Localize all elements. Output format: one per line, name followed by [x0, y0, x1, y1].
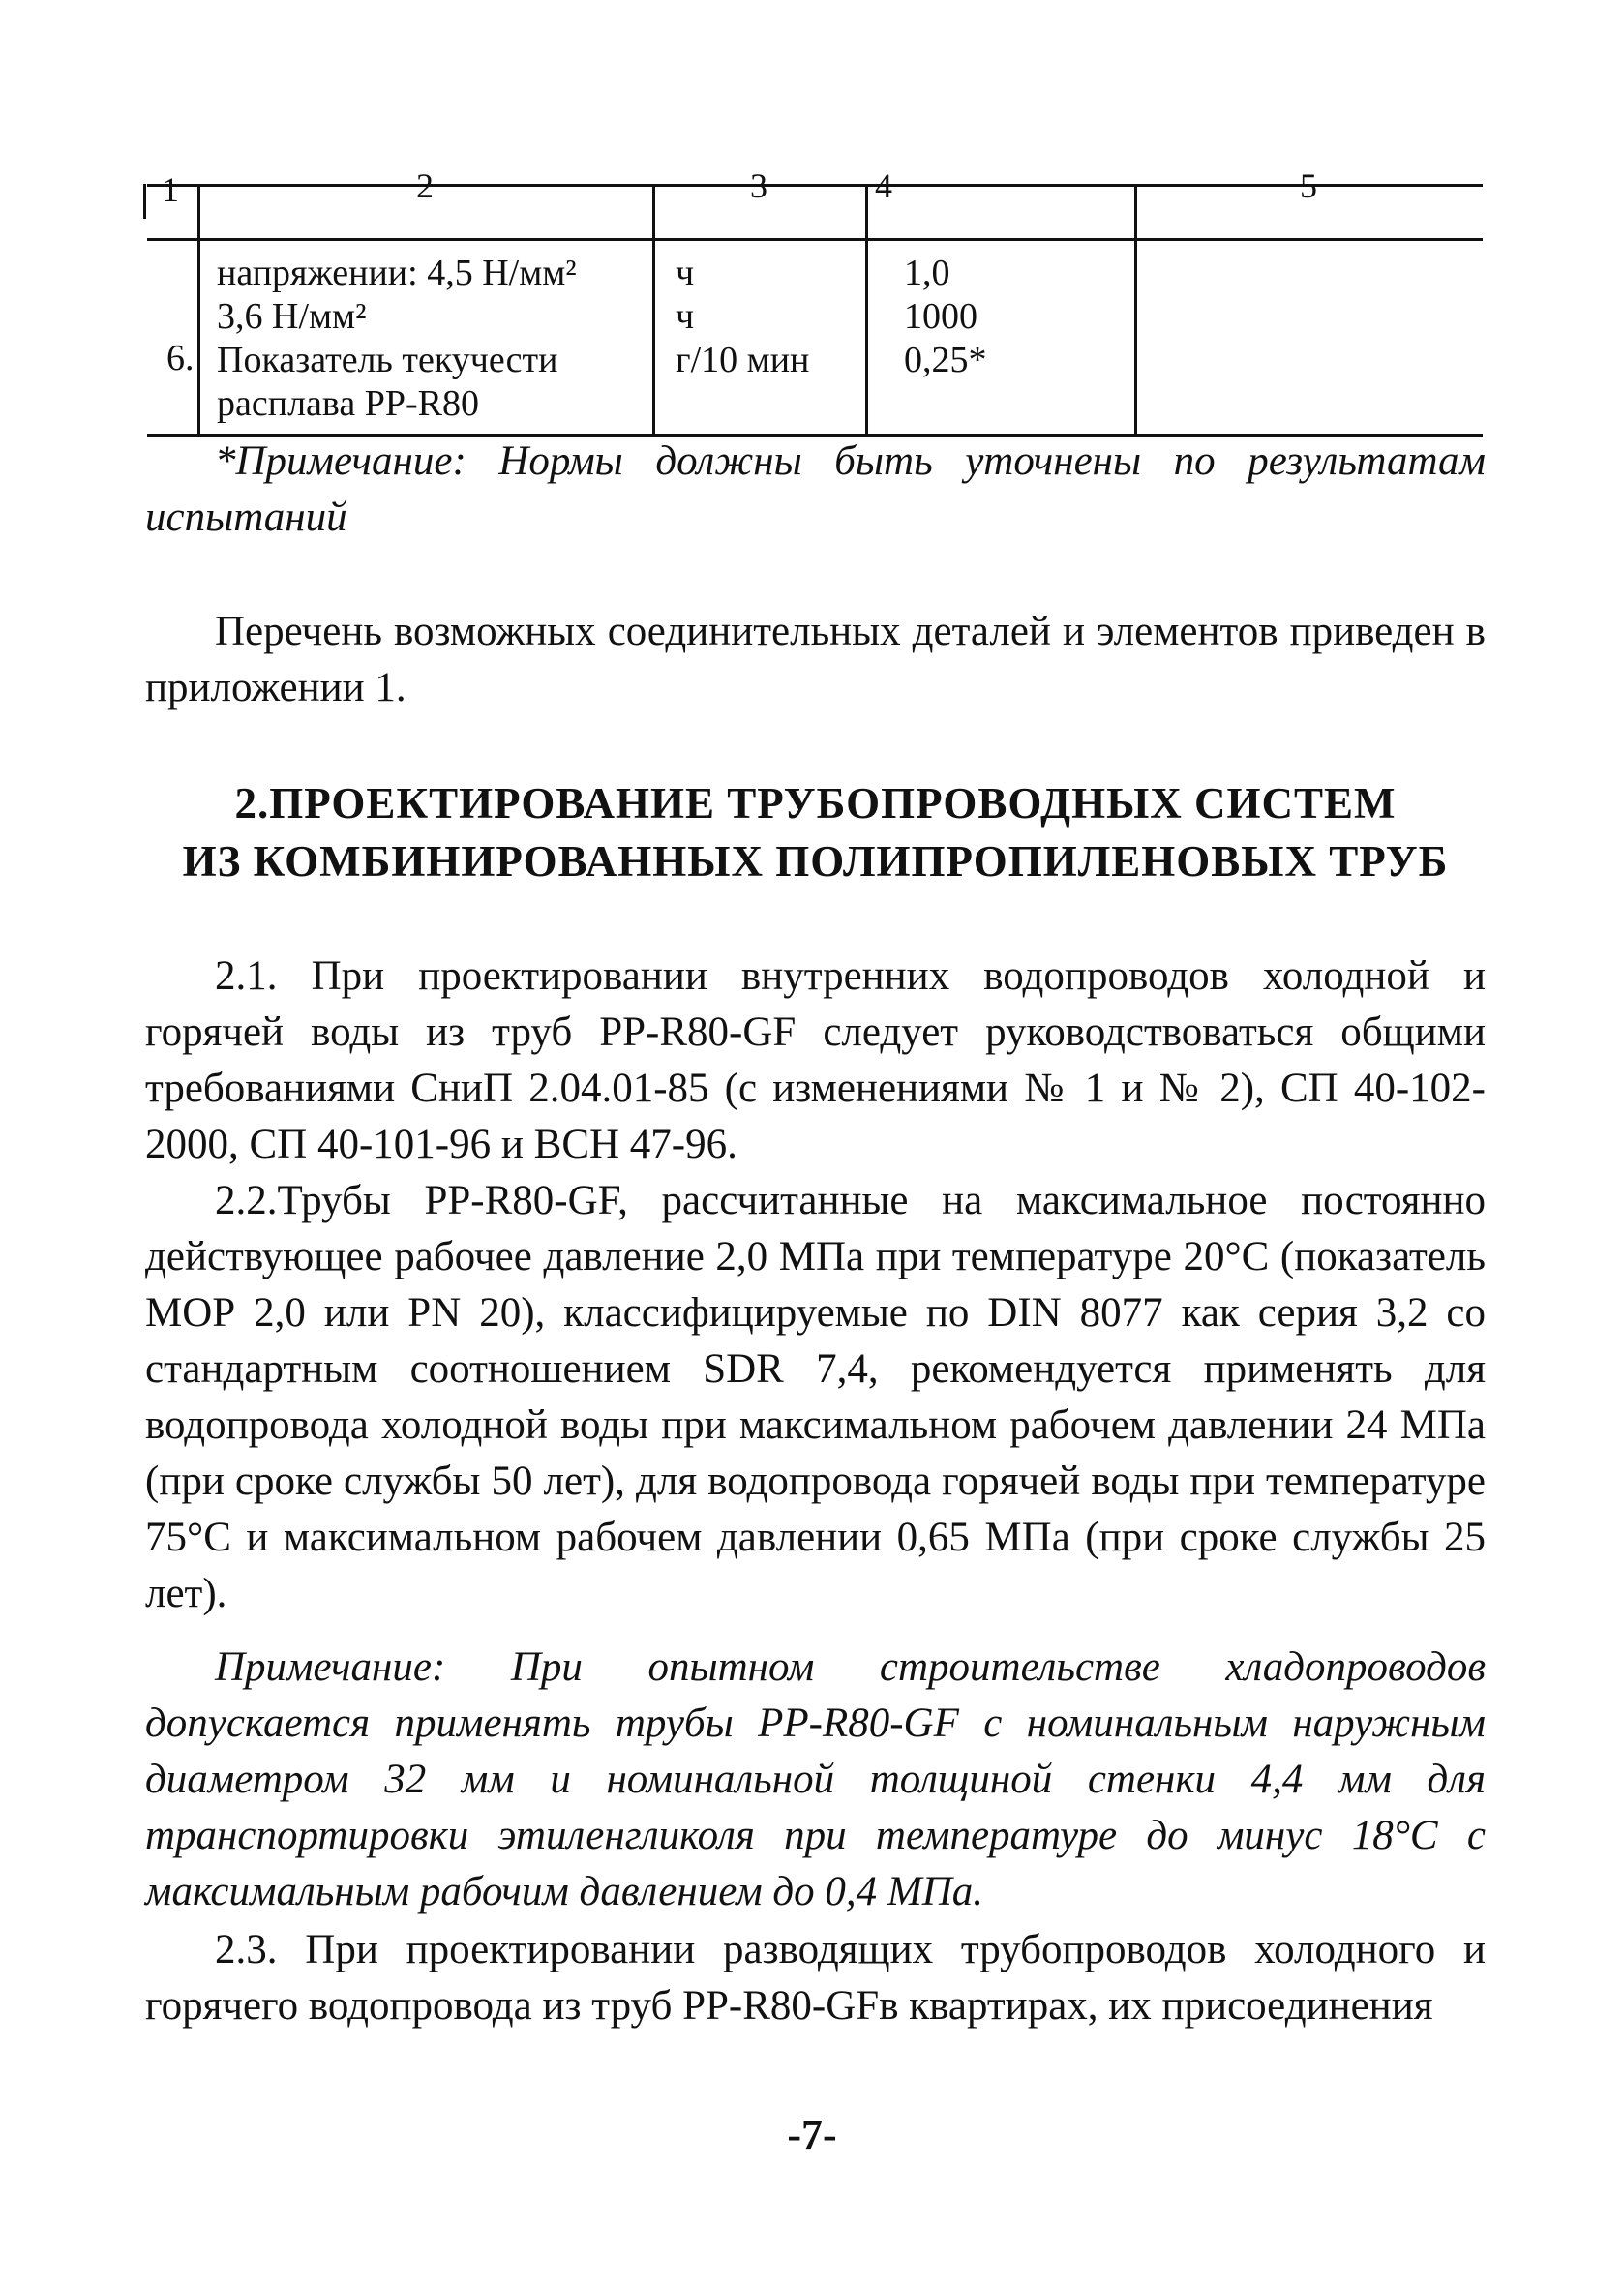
table-col-divider: [652, 184, 655, 434]
cell-line: ч: [676, 253, 695, 293]
cell-line: ч: [676, 296, 695, 337]
cell-line: г/10 мин: [676, 340, 810, 380]
page-number: -7-: [787, 2111, 837, 2158]
cell-line: 1000: [904, 296, 977, 337]
table-header-col1: 1: [162, 170, 179, 209]
cell-line: Показатель текучести: [217, 340, 558, 380]
paragraph-2-3: [145, 1922, 1486, 2034]
table-row-number: 6.: [166, 338, 195, 378]
table-header-col4: 4: [875, 166, 892, 205]
intro-paragraph-text: Перечень возможных соединительных деталей и элементов приведен в приложении 1.: [145, 609, 1486, 710]
spec-table: [147, 166, 1483, 437]
note-2-2: [145, 1640, 1486, 1920]
paragraph-2-2: [145, 1173, 1486, 1622]
table-cell-value: [904, 252, 987, 382]
paragraph-2-3-text: 2.3. При проектировании разводящих трубопроводов холодного и горячего водопровода из труб PP-R80-GFв квартирах, их присоединения: [145, 1927, 1486, 2029]
cell-line: расплава PP-R80: [217, 383, 479, 424]
cell-line: 3,6 Н/мм²: [217, 296, 367, 337]
table-col-divider: [1134, 184, 1137, 434]
cell-line: напряжении: 4,5 Н/мм²: [217, 253, 577, 293]
section-heading-line1: 2.ПРОЕКТИРОВАНИЕ ТРУБОПРОВОДНЫХ СИСТЕМ: [234, 779, 1397, 828]
paragraph-2-1: [145, 948, 1486, 1173]
note-2-2-text: Примечание: При опытном строительстве хладопроводов допускается применять трубы PP-R80-GF с номинальным наружным диаметром 32 мм и номинальной толщиной стенки 4,4 мм для транспортировки этиленгликоля при температуре до минус 18°С с максимальным рабочим давлением до 0,4 МПа.: [145, 1644, 1486, 1914]
table-cell-parameter: [217, 252, 577, 426]
table-header-col5: 5: [1300, 166, 1317, 205]
section-heading: [145, 774, 1486, 890]
paragraph-2-1-text: 2.1. При проектировании внутренних водопроводов холодной и горячей воды из труб PP-R80-GF следует руководствоваться общими требованиями СниП 2.04.01-85 (с изменениями № 1 и № 2), СП 40-102-2000, СП 40-101-96 и ВСН 47-96.: [145, 953, 1486, 1167]
table-note: [145, 434, 1486, 546]
intro-paragraph: [145, 604, 1486, 716]
table-note-text: *Примечание: Нормы должны быть уточнены по результатам испытаний: [145, 438, 1486, 540]
table-cell-unit: [676, 252, 809, 382]
table-col-divider: [197, 184, 200, 437]
table-header-rule: [147, 238, 1483, 241]
cell-line: 1,0: [904, 253, 950, 293]
table-header-col2: 2: [416, 166, 434, 205]
table-col-divider: [865, 184, 868, 434]
paragraph-2-2-text: 2.2.Трубы PP-R80-GF, рассчитанные на максимальное постоянно действующее рабочее давление 2,0 МПа при температуре 20°С (показатель МОР 2,0 или PN 20), классифицируемые по DIN 8077 как серия 3,2 со стандартным соотношением SDR 7,4, рекомендуется применять для водопровода холодной воды при максимальном рабочем давлении 24 МПа (при сроке службы 50 лет), для водопровода горячей воды при температуре 75°С и максимальном рабочем давлении 0,65 МПа (при сроке службы 25 лет).: [145, 1178, 1486, 1616]
section-heading-line2: ИЗ КОМБИНИРОВАННЫХ ПОЛИПРОПИЛЕНОВЫХ ТРУБ: [182, 837, 1449, 886]
table-header-col3: 3: [750, 166, 767, 205]
cell-line: 0,25*: [904, 340, 987, 380]
